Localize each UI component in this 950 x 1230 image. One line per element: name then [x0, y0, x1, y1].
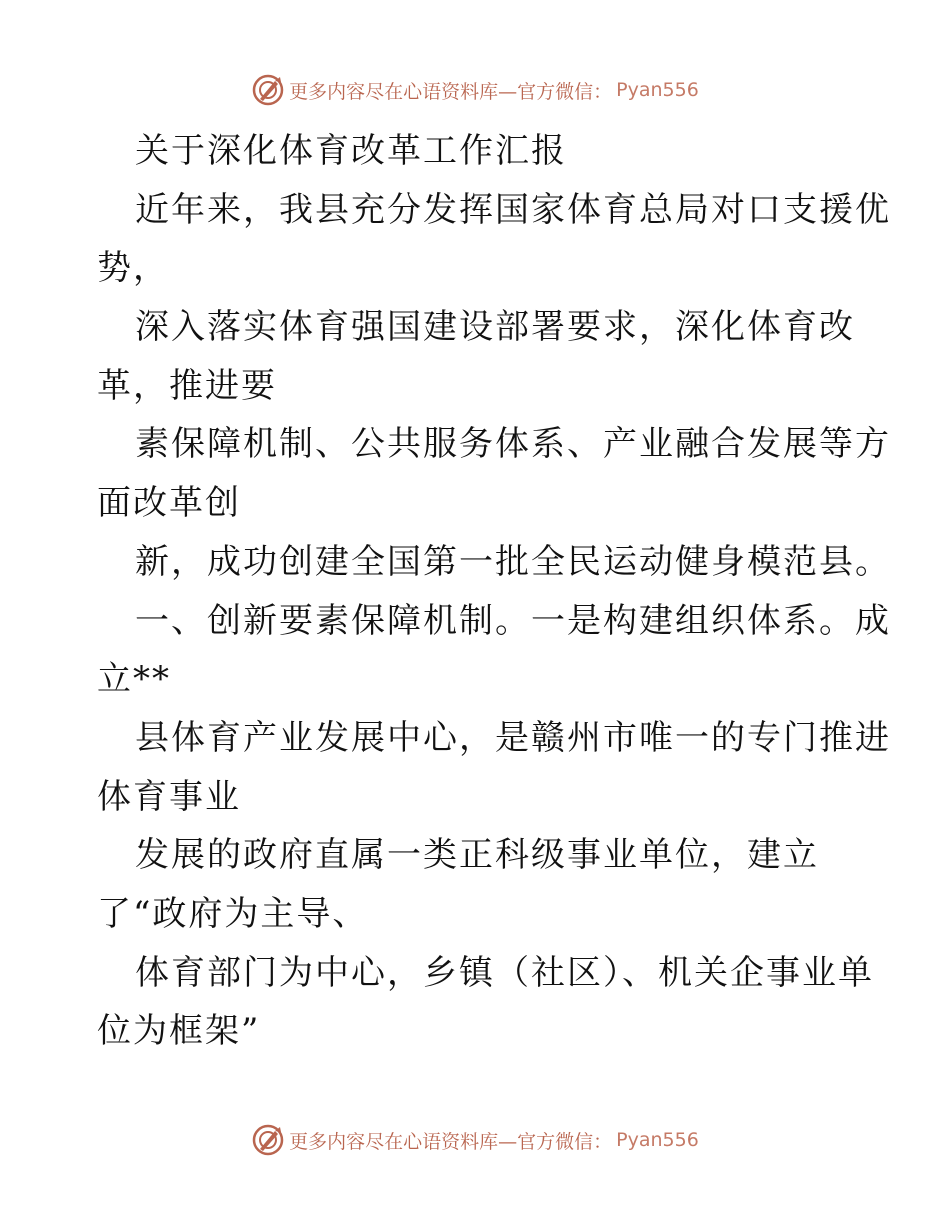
header-watermark: [0, 70, 950, 110]
paragraph-line: 立**: [97, 659, 171, 700]
paragraph-line: 一、创新要素保障机制。一是构建组织体系。成: [135, 600, 891, 641]
paragraph-line: 体育事业: [97, 776, 241, 817]
paragraph-line: 近年来，我县充分发挥国家体育总局对口支援优: [135, 189, 891, 230]
watermark-text: 更多内容尽在心语资料库—官方微信：: [289, 80, 613, 103]
paragraph-line: 势，: [97, 248, 169, 289]
watermark-text: 更多内容尽在心语资料库—官方微信：: [289, 1130, 613, 1153]
paragraph-line: 深入落实体育强国建设部署要求，深化体育改: [135, 307, 855, 348]
paragraph-line: 革，推进要: [97, 365, 277, 406]
watermark-id: Pyan556: [616, 79, 699, 101]
paragraph-line: 体育部门为中心，乡镇（社区）、机关企事业单: [135, 952, 874, 993]
paragraph-line: 位为框架”: [97, 1011, 261, 1052]
footer-watermark: [0, 1120, 950, 1160]
watermark-logo-icon: [251, 1123, 285, 1157]
paragraph-line: 县体育产业发展中心，是赣州市唯一的专门推进: [135, 717, 891, 758]
paragraph-line: 素保障机制、公共服务体系、产业融合发展等方: [135, 424, 891, 465]
paragraph-line: 了“政府为主导、: [97, 893, 369, 934]
watermark-logo-icon: [251, 73, 285, 107]
paragraph-line: 新，成功创建全国第一批全民运动健身模范县。: [135, 541, 891, 582]
paragraph-line: 发展的政府直属一类正科级事业单位，建立: [135, 835, 819, 876]
document-title: 关于深化体育改革工作汇报: [135, 131, 567, 171]
paragraph-line: 面改革创: [97, 483, 241, 524]
watermark-id: Pyan556: [616, 1129, 699, 1151]
document-body: [97, 122, 891, 1061]
